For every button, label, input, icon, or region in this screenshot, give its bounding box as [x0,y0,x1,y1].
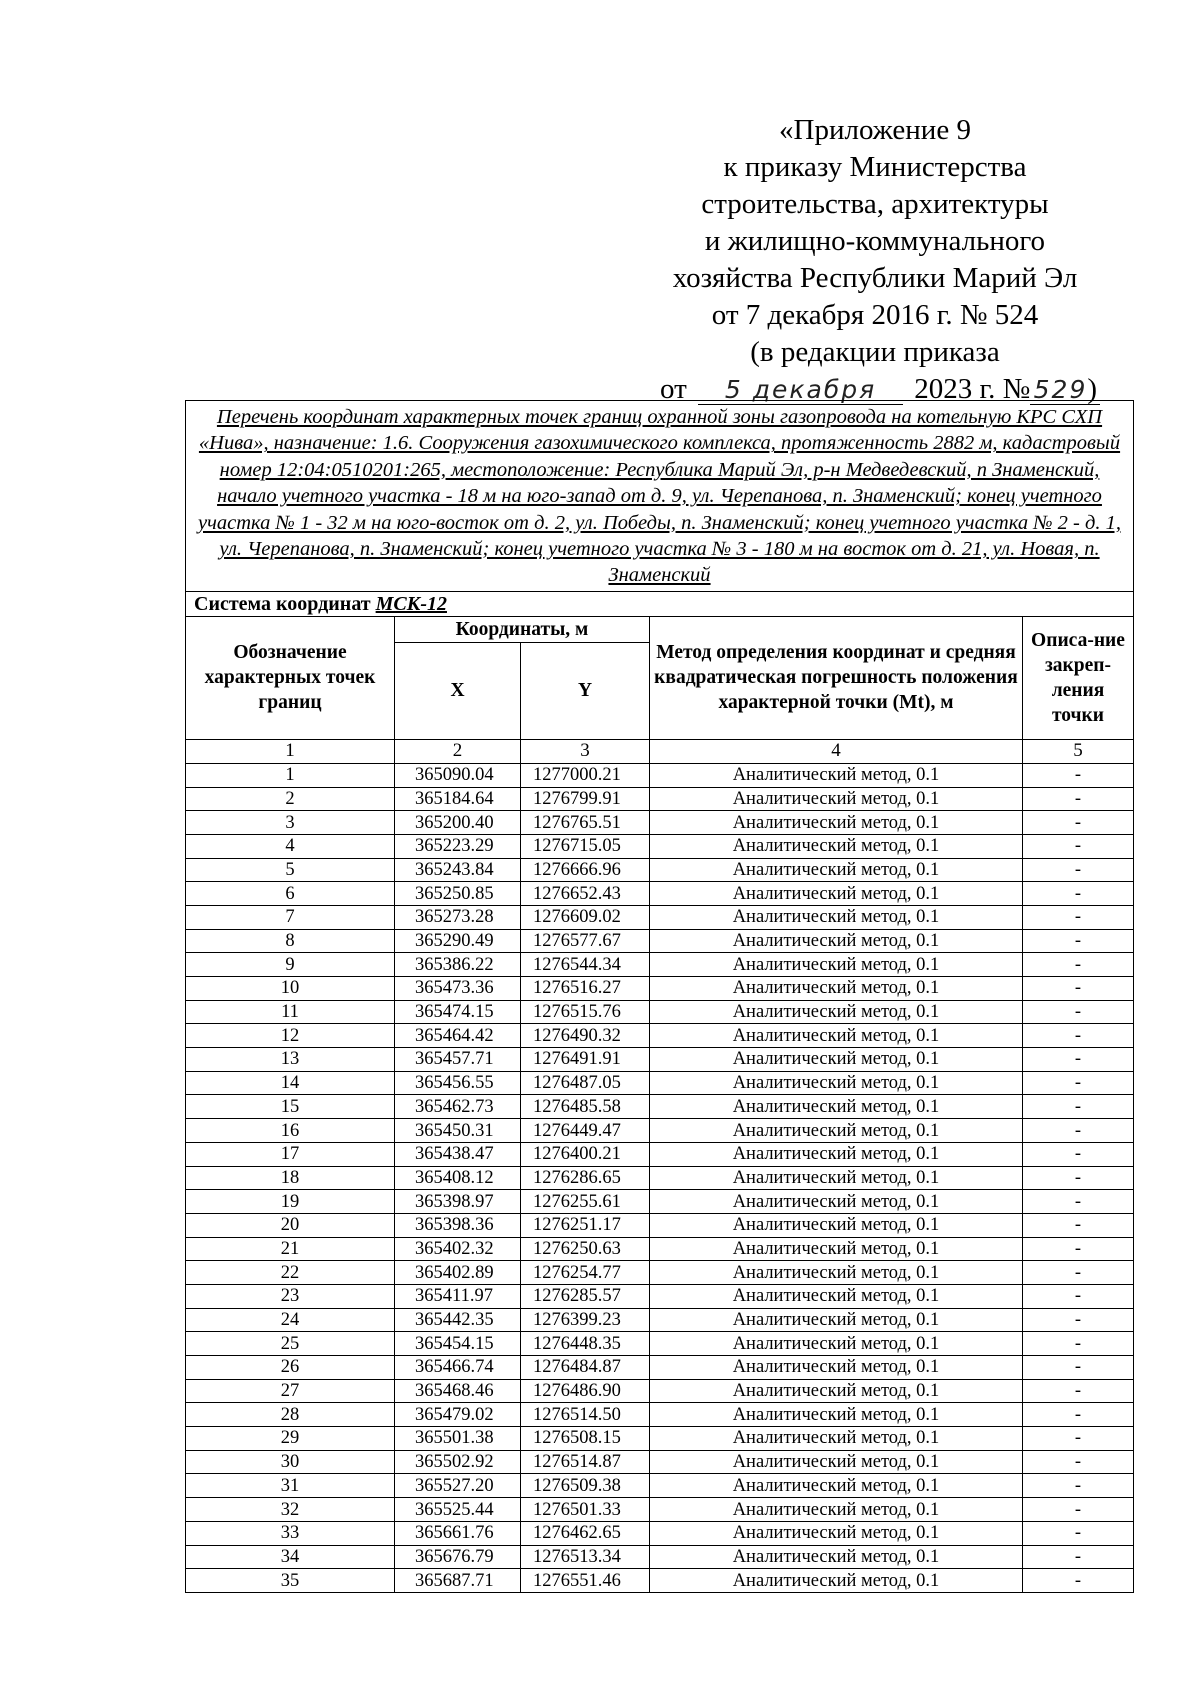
method-cell: Аналитический метод, 0.1 [650,1000,1023,1024]
description-cell: - [1023,1332,1134,1356]
method-cell: Аналитический метод, 0.1 [650,905,1023,929]
method-cell: Аналитический метод, 0.1 [650,929,1023,953]
method-cell: Аналитический метод, 0.1 [650,763,1023,787]
description-cell: - [1023,834,1134,858]
y-coordinate-cell: 1276490.32 [521,1024,650,1048]
method-cell: Аналитический метод, 0.1 [650,1190,1023,1214]
method-cell: Аналитический метод, 0.1 [650,1474,1023,1498]
x-coordinate-cell: 365457.71 [395,1048,521,1072]
x-coordinate-cell: 365474.15 [395,1000,521,1024]
x-coordinate-cell: 365273.28 [395,905,521,929]
method-cell: Аналитический метод, 0.1 [650,811,1023,835]
x-coordinate-cell: 365402.32 [395,1237,521,1261]
description-cell: - [1023,1521,1134,1545]
x-coordinate-cell: 365398.97 [395,1190,521,1214]
table-row [186,1237,1134,1261]
table-row [186,1261,1134,1285]
table-row [186,977,1134,1001]
description-cell: - [1023,1427,1134,1451]
description-cell: - [1023,1450,1134,1474]
description-cell: - [1023,929,1134,953]
x-coordinate-cell: 365687.71 [395,1569,521,1593]
description-cell: - [1023,1308,1134,1332]
method-cell: Аналитический метод, 0.1 [650,1142,1023,1166]
x-coordinate-cell: 365462.73 [395,1095,521,1119]
x-coordinate-cell: 365456.55 [395,1071,521,1095]
method-cell: Аналитический метод, 0.1 [650,977,1023,1001]
description-cell: - [1023,953,1134,977]
point-number-cell: 2 [186,787,395,811]
table-row [186,1213,1134,1237]
x-coordinate-cell: 365290.49 [395,929,521,953]
table-row [186,929,1134,953]
method-cell: Аналитический метод, 0.1 [650,1095,1023,1119]
point-number-cell: 16 [186,1119,395,1143]
column-numbers-row [186,739,1134,763]
point-number-cell: 23 [186,1284,395,1308]
description-cell: - [1023,1142,1134,1166]
method-cell: Аналитический метод, 0.1 [650,1356,1023,1380]
table-row [186,811,1134,835]
col-header-y: Y [521,642,650,739]
point-number-cell: 11 [186,1000,395,1024]
coordinate-system-label: Система координат [194,592,371,615]
description-cell: - [1023,1119,1134,1143]
method-cell: Аналитический метод, 0.1 [650,1024,1023,1048]
table-row [186,1048,1134,1072]
y-coordinate-cell: 1276399.23 [521,1308,650,1332]
point-number-cell: 3 [186,811,395,835]
header-line: строительства, архитектуры [701,188,1049,220]
x-coordinate-cell: 365411.97 [395,1284,521,1308]
description-cell: - [1023,1379,1134,1403]
description-cell: - [1023,1166,1134,1190]
method-cell: Аналитический метод, 0.1 [650,1332,1023,1356]
x-coordinate-cell: 365090.04 [395,763,521,787]
x-coordinate-cell: 365200.40 [395,811,521,835]
y-coordinate-cell: 1276491.91 [521,1048,650,1072]
y-coordinate-cell: 1276514.87 [521,1450,650,1474]
description-cell: - [1023,1024,1134,1048]
method-cell: Аналитический метод, 0.1 [650,1403,1023,1427]
point-number-cell: 9 [186,953,395,977]
description-cell: - [1023,1569,1134,1593]
point-number-cell: 34 [186,1545,395,1569]
x-coordinate-cell: 365402.89 [395,1261,521,1285]
method-cell: Аналитический метод, 0.1 [650,1261,1023,1285]
description-cell: - [1023,1048,1134,1072]
y-coordinate-cell: 1276609.02 [521,905,650,929]
point-number-cell: 25 [186,1332,395,1356]
table-row [186,882,1134,906]
handwritten-date: 5 декабря [698,375,903,405]
x-coordinate-cell: 365464.42 [395,1024,521,1048]
x-coordinate-cell: 365408.12 [395,1166,521,1190]
x-coordinate-cell: 365501.38 [395,1427,521,1451]
column-number: 5 [1023,739,1134,763]
y-coordinate-cell: 1276400.21 [521,1142,650,1166]
x-coordinate-cell: 365184.64 [395,787,521,811]
table-row [186,1450,1134,1474]
y-coordinate-cell: 1277000.21 [521,763,650,787]
col-header-description: Описа-ние закреп-ления точки [1023,616,1134,739]
method-cell: Аналитический метод, 0.1 [650,787,1023,811]
x-coordinate-cell: 365442.35 [395,1308,521,1332]
point-number-cell: 13 [186,1048,395,1072]
description-cell: - [1023,1213,1134,1237]
point-number-cell: 19 [186,1190,395,1214]
method-cell: Аналитический метод, 0.1 [650,1119,1023,1143]
table-row [186,1332,1134,1356]
table-row [186,1356,1134,1380]
y-coordinate-cell: 1276255.61 [521,1190,650,1214]
column-number: 2 [395,739,521,763]
method-cell: Аналитический метод, 0.1 [650,1308,1023,1332]
description-cell: - [1023,1498,1134,1522]
table-row [186,1024,1134,1048]
table-title: Перечень координат характерных точек границ охранной зоны газопровода на котельную КРС СХП «Нива», назначение: 1.6. Сооружения газохимического комплекса, протяженность 2882 м, кадастровый номер 12:04:0510201:265, местоположение: Республика Марий Эл, р-н Медведевский, п Знаменский, начало учетного участка - 18 м на юго-запад от д. 9, ул. Черепанова, п. Знаменский; конец учетного участка № 1 - 32 м на юго-восток от д. 2, ул. Победы, п. Знаменский; конец учетного участка № 2 - д. 1, ул. Черепанова, п. Знаменский; конец учетного участка № 3 - 180 м на восток от д. 21, ул. Новая, п. Знаменский [186,401,1134,592]
table-row [186,1308,1134,1332]
point-number-cell: 7 [186,905,395,929]
method-cell: Аналитический метод, 0.1 [650,1048,1023,1072]
handwritten-order-number: 529) [1030,375,1100,405]
point-number-cell: 8 [186,929,395,953]
header-line: хозяйства Республики Марий Эл [672,262,1078,294]
y-coordinate-cell: 1276251.17 [521,1213,650,1237]
method-cell: Аналитический метод, 0.1 [650,1569,1023,1593]
description-cell: - [1023,1474,1134,1498]
table-row [186,787,1134,811]
y-coordinate-cell: 1276508.15 [521,1427,650,1451]
description-cell: - [1023,1356,1134,1380]
point-number-cell: 18 [186,1166,395,1190]
point-number-cell: 22 [186,1261,395,1285]
y-coordinate-cell: 1276250.63 [521,1237,650,1261]
table-row [186,1474,1134,1498]
table-row [186,1545,1134,1569]
col-header-x: X [395,642,521,739]
method-cell: Аналитический метод, 0.1 [650,953,1023,977]
description-cell: - [1023,1261,1134,1285]
from-prefix: от [660,373,687,405]
point-number-cell: 29 [186,1427,395,1451]
point-number-cell: 33 [186,1521,395,1545]
table-row [186,1190,1134,1214]
header-line: от 7 декабря 2016 г. № 524 [711,299,1039,331]
y-coordinate-cell: 1276487.05 [521,1071,650,1095]
header-line: и жилищно-коммунального [704,225,1046,257]
point-number-cell: 15 [186,1095,395,1119]
point-number-cell: 14 [186,1071,395,1095]
method-cell: Аналитический метод, 0.1 [650,1071,1023,1095]
table-row [186,905,1134,929]
method-cell: Аналитический метод, 0.1 [650,1237,1023,1261]
method-cell: Аналитический метод, 0.1 [650,1545,1023,1569]
description-cell: - [1023,1403,1134,1427]
method-cell: Аналитический метод, 0.1 [650,1213,1023,1237]
x-coordinate-cell: 365450.31 [395,1119,521,1143]
point-number-cell: 6 [186,882,395,906]
description-cell: - [1023,882,1134,906]
coordinates-table [185,400,1134,1593]
description-cell: - [1023,787,1134,811]
table-row [186,1379,1134,1403]
y-coordinate-cell: 1276715.05 [521,834,650,858]
y-coordinate-cell: 1276577.67 [521,929,650,953]
coordinate-system-value: МСК-12 [375,592,447,615]
table-row [186,1119,1134,1143]
y-coordinate-cell: 1276765.51 [521,811,650,835]
table-row [186,1569,1134,1593]
y-coordinate-cell: 1276515.76 [521,1000,650,1024]
y-coordinate-cell: 1276514.50 [521,1403,650,1427]
description-cell: - [1023,811,1134,835]
y-coordinate-cell: 1276449.47 [521,1119,650,1143]
x-coordinate-cell: 365525.44 [395,1498,521,1522]
y-coordinate-cell: 1276462.65 [521,1521,650,1545]
column-number: 4 [650,739,1023,763]
description-cell: - [1023,858,1134,882]
point-number-cell: 10 [186,977,395,1001]
method-cell: Аналитический метод, 0.1 [650,1284,1023,1308]
y-coordinate-cell: 1276799.91 [521,787,650,811]
x-coordinate-cell: 365473.36 [395,977,521,1001]
y-coordinate-cell: 1276544.34 [521,953,650,977]
x-coordinate-cell: 365676.79 [395,1545,521,1569]
description-cell: - [1023,977,1134,1001]
method-cell: Аналитический метод, 0.1 [650,1166,1023,1190]
method-cell: Аналитический метод, 0.1 [650,1521,1023,1545]
table-row [186,1071,1134,1095]
y-coordinate-cell: 1276286.65 [521,1166,650,1190]
column-number: 3 [521,739,650,763]
x-coordinate-cell: 365250.85 [395,882,521,906]
point-number-cell: 5 [186,858,395,882]
method-cell: Аналитический метод, 0.1 [650,1450,1023,1474]
table-row [186,1521,1134,1545]
point-number-cell: 32 [186,1498,395,1522]
description-cell: - [1023,905,1134,929]
point-number-cell: 24 [186,1308,395,1332]
point-number-cell: 31 [186,1474,395,1498]
x-coordinate-cell: 365438.47 [395,1142,521,1166]
description-cell: - [1023,1095,1134,1119]
point-number-cell: 21 [186,1237,395,1261]
col-header-method: Метод определения координат и средняя квадратическая погрешность положения характерной точки (Mt), м [650,616,1023,739]
point-number-cell: 12 [186,1024,395,1048]
y-coordinate-cell: 1276501.33 [521,1498,650,1522]
description-cell: - [1023,1000,1134,1024]
table-row [186,1403,1134,1427]
x-coordinate-cell: 365527.20 [395,1474,521,1498]
y-coordinate-cell: 1276484.87 [521,1356,650,1380]
table-row [186,1095,1134,1119]
x-coordinate-cell: 365661.76 [395,1521,521,1545]
y-coordinate-cell: 1276485.58 [521,1095,650,1119]
method-cell: Аналитический метод, 0.1 [650,1427,1023,1451]
point-number-cell: 26 [186,1356,395,1380]
method-cell: Аналитический метод, 0.1 [650,882,1023,906]
table-row [186,953,1134,977]
table-row [186,1142,1134,1166]
table-row [186,1498,1134,1522]
method-cell: Аналитический метод, 0.1 [650,858,1023,882]
point-number-cell: 28 [186,1403,395,1427]
x-coordinate-cell: 365468.46 [395,1379,521,1403]
column-number: 1 [186,739,395,763]
header-line: к приказу Министерства [723,151,1027,183]
header-line: «Приложение 9 [779,114,971,146]
y-coordinate-cell: 1276509.38 [521,1474,650,1498]
table-row [186,1284,1134,1308]
y-coordinate-cell: 1276448.35 [521,1332,650,1356]
y-coordinate-cell: 1276285.57 [521,1284,650,1308]
description-cell: - [1023,1284,1134,1308]
y-coordinate-cell: 1276551.46 [521,1569,650,1593]
y-coordinate-cell: 1276516.27 [521,977,650,1001]
table-row [186,858,1134,882]
description-cell: - [1023,1071,1134,1095]
y-coordinate-cell: 1276666.96 [521,858,650,882]
point-number-cell: 4 [186,834,395,858]
x-coordinate-cell: 365502.92 [395,1450,521,1474]
method-cell: Аналитический метод, 0.1 [650,1379,1023,1403]
col-header-coordinates: Координаты, м [395,616,650,642]
x-coordinate-cell: 365223.29 [395,834,521,858]
x-coordinate-cell: 365454.15 [395,1332,521,1356]
header-line: (в редакции приказа [750,336,1000,368]
y-coordinate-cell: 1276486.90 [521,1379,650,1403]
description-cell: - [1023,763,1134,787]
point-number-cell: 27 [186,1379,395,1403]
point-number-cell: 1 [186,763,395,787]
col-header-designation: Обозначение характерных точек границ [186,616,395,739]
method-cell: Аналитический метод, 0.1 [650,834,1023,858]
year-number-label: 2023 г. № [914,373,1031,405]
point-number-cell: 35 [186,1569,395,1593]
table-row [186,1427,1134,1451]
table-row [186,763,1134,787]
x-coordinate-cell: 365479.02 [395,1403,521,1427]
point-number-cell: 20 [186,1213,395,1237]
x-coordinate-cell: 365243.84 [395,858,521,882]
point-number-cell: 30 [186,1450,395,1474]
x-coordinate-cell: 365466.74 [395,1356,521,1380]
x-coordinate-cell: 365398.36 [395,1213,521,1237]
description-cell: - [1023,1190,1134,1214]
description-cell: - [1023,1237,1134,1261]
table-row [186,834,1134,858]
coordinate-system [186,591,1134,616]
description-cell: - [1023,1545,1134,1569]
y-coordinate-cell: 1276652.43 [521,882,650,906]
y-coordinate-cell: 1276254.77 [521,1261,650,1285]
table-row [186,1000,1134,1024]
y-coordinate-cell: 1276513.34 [521,1545,650,1569]
table-row [186,1166,1134,1190]
point-number-cell: 17 [186,1142,395,1166]
method-cell: Аналитический метод, 0.1 [650,1498,1023,1522]
appendix-header [660,112,1098,408]
x-coordinate-cell: 365386.22 [395,953,521,977]
